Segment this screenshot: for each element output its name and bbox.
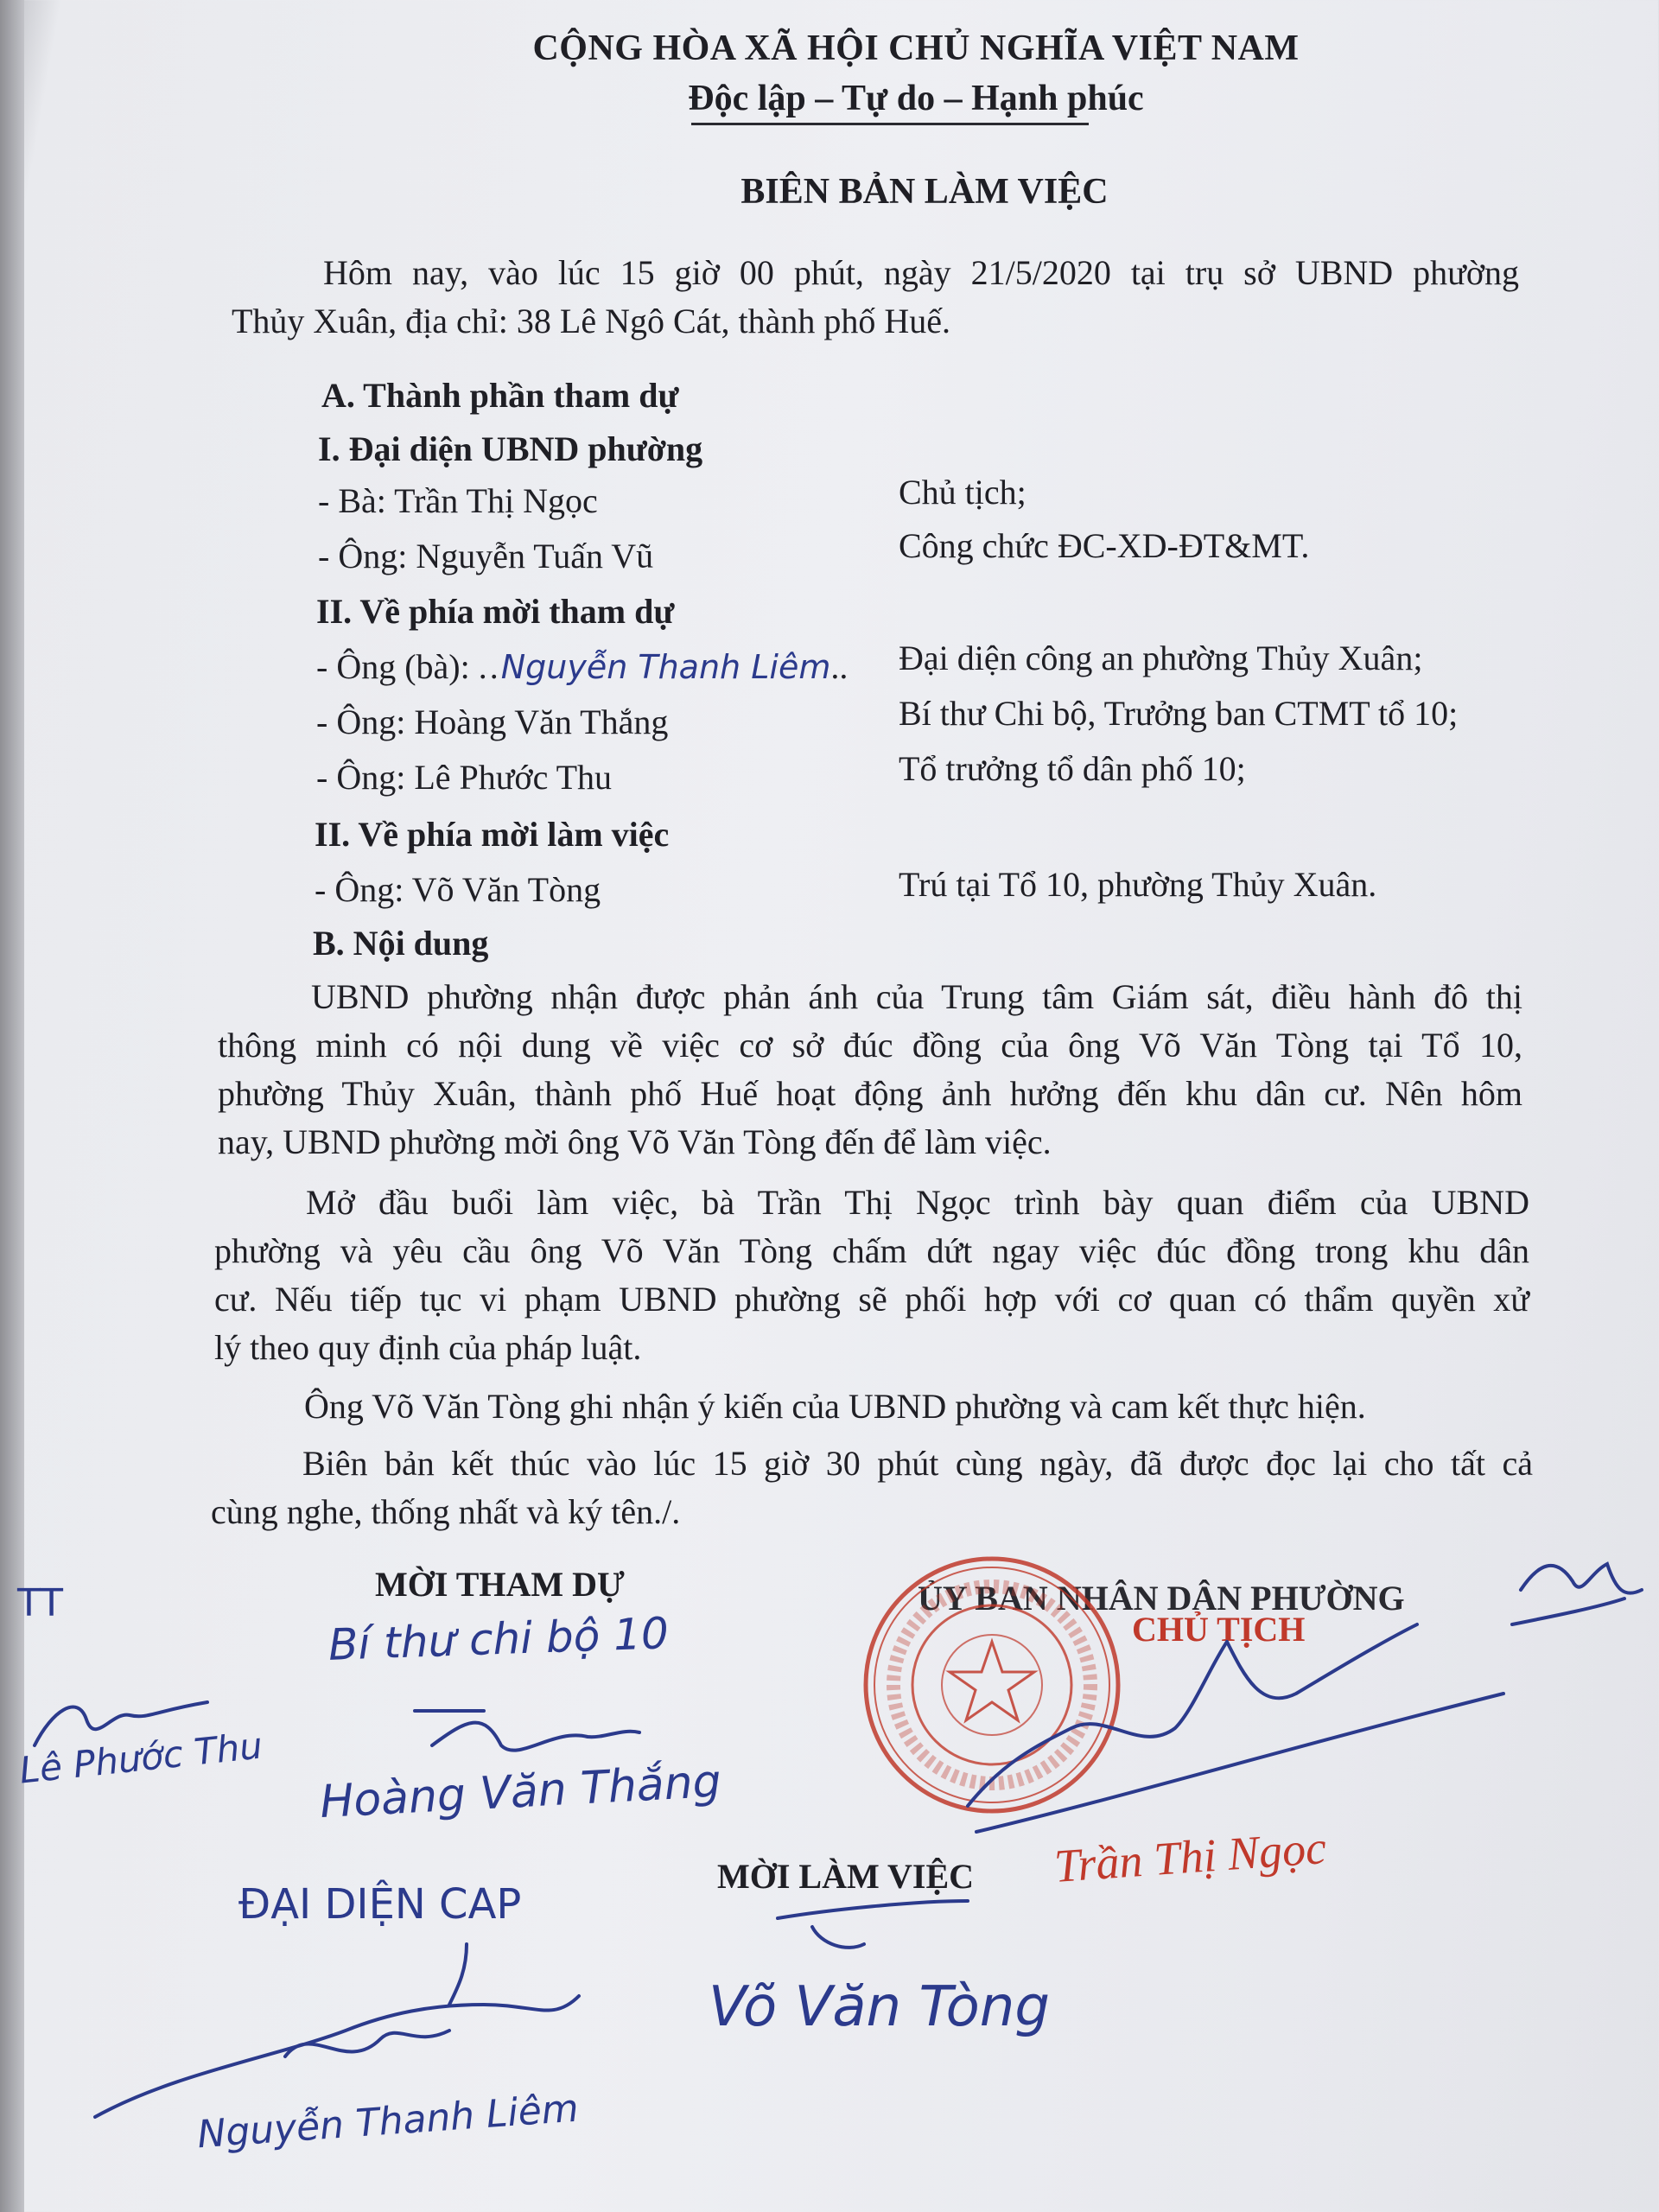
- signature-subheading-chairman: CHỦ TỊCH: [1132, 1610, 1306, 1649]
- handwritten-le-phuoc-thu: Lê Phước Thu: [17, 1724, 264, 1792]
- member-role: Bí thư Chi bộ, Trưởng ban CTMT tổ 10;: [899, 694, 1459, 733]
- section-a-heading: A. Thành phần tham dự: [321, 376, 679, 415]
- member-role: Tổ trưởng tổ dân phố 10;: [899, 749, 1246, 788]
- content-paragraph-3: Ông Võ Văn Tòng ghi nhận ý kiến của UBND phường và cam kết thực hiện.: [304, 1387, 1366, 1426]
- content-paragraph-1: [218, 973, 1522, 1166]
- handwritten-dai-dien-cap: ĐẠI DIỆN CAP: [238, 1880, 522, 1929]
- handwritten-bi-thu: Bí thư chi bộ 10: [327, 1608, 670, 1670]
- signature-stroke: [35, 1702, 207, 1745]
- signature-heading-committee: ỦY BAN NHÂN DÂN PHƯỜNG: [918, 1579, 1405, 1618]
- handwritten-tran-thi-ngoc: Trần Thị Ngọc: [1052, 1821, 1328, 1892]
- content-line: cư. Nếu tiếp tục vi phạm UBND phường sẽ phối hợp với cơ quan có thẩm quyền xử: [214, 1280, 1529, 1319]
- content-line: phường và yêu cầu ông Võ Văn Tòng chấm dứt ngay việc đúc đồng trong khu dân: [214, 1231, 1529, 1270]
- group3-heading: II. Về phía mời làm việc: [315, 815, 670, 854]
- intro-line: Thủy Xuân, địa chỉ: 38 Lê Ngô Cát, thành phố Huế.: [232, 302, 951, 340]
- handwritten-tt: TT: [17, 1581, 63, 1625]
- group1-heading: I. Đại diện UBND phường: [318, 429, 703, 468]
- content-line: UBND phường nhận được phản ánh của Trung tâm Giám sát, điều hành đô thị: [311, 977, 1522, 1016]
- signature-stroke: [778, 1901, 968, 1948]
- intro-paragraph: [232, 249, 1519, 346]
- member-role: Công chức ĐC-XD-ĐT&MT.: [899, 526, 1310, 565]
- content-line: phường Thủy Xuân, thành phố Huế hoạt động ảnh hưởng đến khu dân cư. Nên hôm: [218, 1074, 1522, 1113]
- signature-stroke: [449, 1944, 467, 2005]
- signature-stroke: [415, 1711, 639, 1751]
- handwritten-vo-van-tong: Võ Văn Tòng: [709, 1975, 1050, 2039]
- content-line: Mở đầu buổi làm việc, bà Trần Thị Ngọc trình bày quan điểm của UBND: [306, 1183, 1529, 1222]
- content-paragraph-4: [211, 1440, 1533, 1536]
- signature-stroke: [968, 1624, 1417, 1806]
- handwritten-name: Nguyễn Thanh Liêm: [500, 648, 831, 686]
- handwritten-hoang-van-thang: Hoàng Văn Thắng: [318, 1755, 723, 1829]
- content-paragraph-2: [214, 1179, 1529, 1372]
- signature-stroke: [976, 1694, 1503, 1832]
- member-role: Đại diện công an phường Thủy Xuân;: [899, 639, 1423, 677]
- content-line: lý theo quy định của pháp luật.: [214, 1328, 642, 1367]
- member-name: - Ông: Hoàng Văn Thắng: [316, 702, 669, 741]
- section-b-heading: B. Nội dung: [313, 924, 489, 963]
- motto-underline: [691, 123, 1089, 125]
- member-role: Chủ tịch;: [899, 473, 1027, 512]
- member-prefix: - Ông (bà):: [316, 647, 479, 686]
- signature-strokes: [0, 1538, 1659, 2212]
- member-name: - Ông: Võ Văn Tòng: [315, 870, 601, 909]
- national-title: CỘNG HÒA XÃ HỘI CHỦ NGHĨA VIỆT NAM: [532, 29, 1300, 68]
- member-name: - Bà: Trần Thị Ngọc: [318, 481, 598, 520]
- content-line: Biên bản kết thúc vào lúc 15 giờ 30 phút cùng ngày, đã được đọc lại cho tất cả: [302, 1444, 1533, 1483]
- member-name: - Ông (bà): ..Nguyễn Thanh Liêm..: [316, 647, 849, 686]
- intro-line: Hôm nay, vào lúc 15 giờ 00 phút, ngày 21/5/2020 tại trụ sở UBND phường: [323, 253, 1519, 292]
- member-role: Trú tại Tổ 10, phường Thủy Xuân.: [899, 865, 1377, 904]
- handwritten-nguyen-thanh-liem: Nguyễn Thanh Liêm: [195, 2086, 581, 2158]
- member-name: - Ông: Nguyễn Tuấn Vũ: [318, 537, 654, 575]
- member-name: - Ông: Lê Phước Thu: [316, 758, 613, 797]
- signature-stroke: [1512, 1564, 1642, 1624]
- group2-heading: II. Về phía mời tham dự: [316, 592, 675, 631]
- signature-heading-attendees: MỜI THAM DỰ: [375, 1565, 625, 1604]
- national-motto: Độc lập – Tự do – Hạnh phúc: [688, 79, 1144, 118]
- content-line: nay, UBND phường mời ông Võ Văn Tòng đến để làm việc.: [218, 1122, 1052, 1161]
- content-line: cùng nghe, thống nhất và ký tên./.: [211, 1492, 681, 1531]
- signature-stroke: [95, 1996, 579, 2117]
- signature-heading-worker: MỜI LÀM VIỆC: [717, 1857, 975, 1896]
- document-title: BIÊN BẢN LÀM VIỆC: [741, 172, 1109, 212]
- content-line: thông minh có nội dung về việc cơ sở đúc đồng của ông Võ Văn Tòng tại Tổ 10,: [218, 1026, 1522, 1065]
